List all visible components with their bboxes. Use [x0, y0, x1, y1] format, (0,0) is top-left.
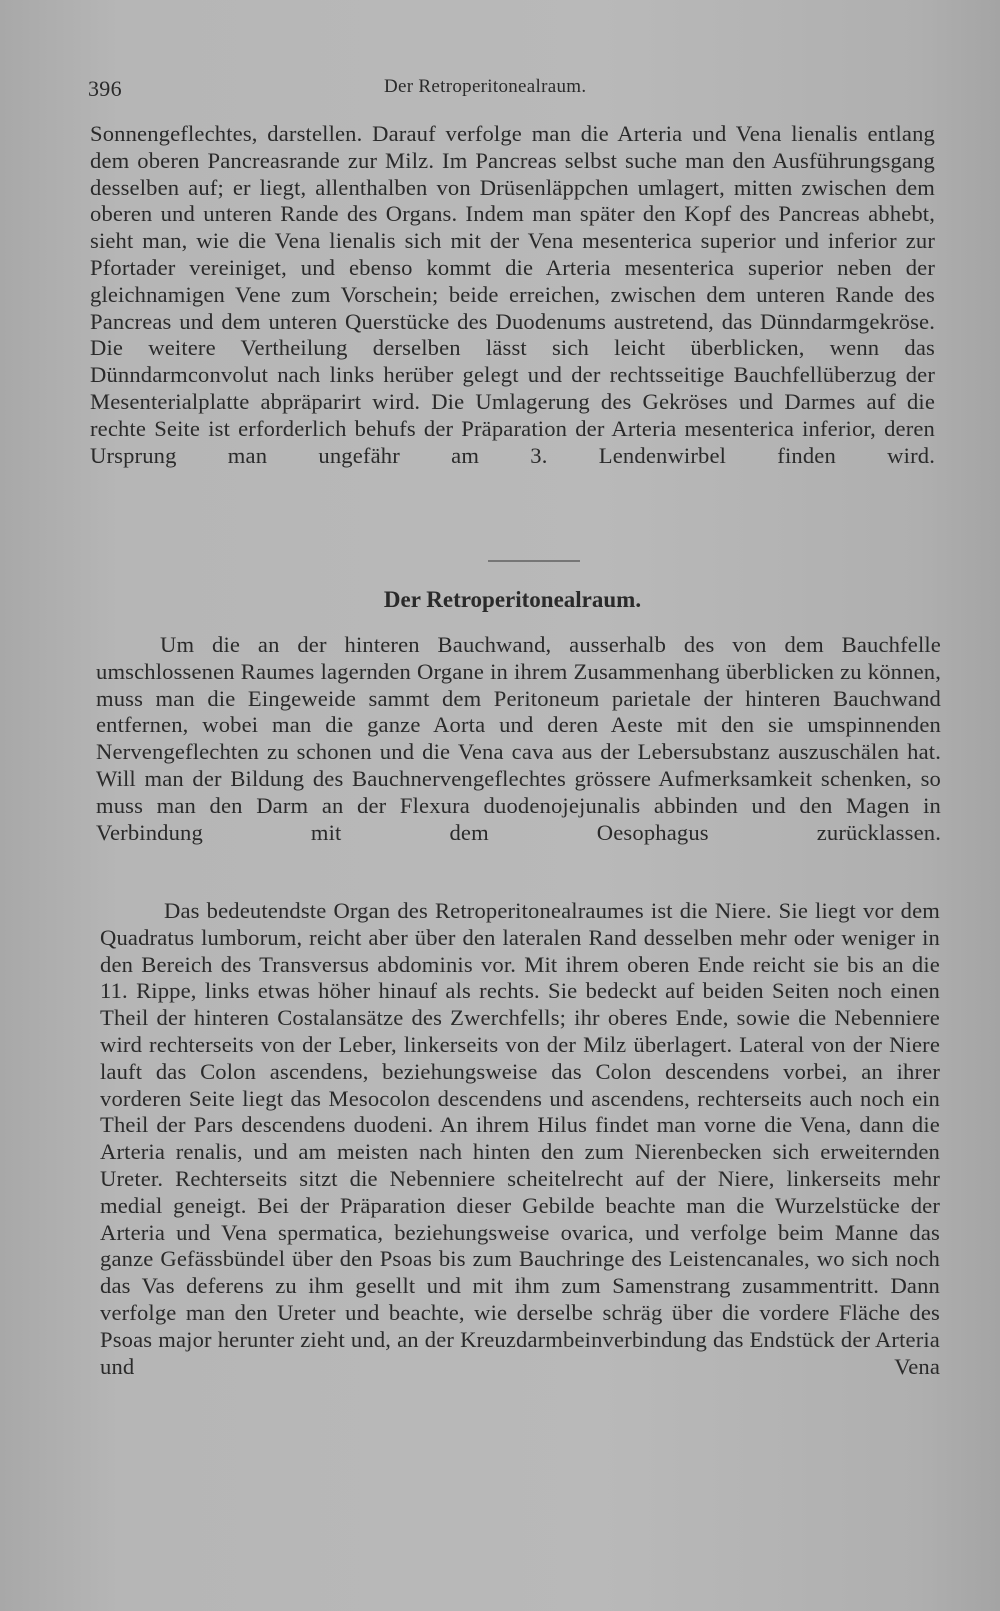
paragraph-intro: Um die an der hinteren Bauchwand, ausserhalb des von dem Bauchfelle umschlossenen Raumes lagernden Organe in ihrem Zusammenhang überblicken zu können, muss man die Eingeweide sammt dem Peritoneum parietale der hinteren Bauchwand entfernen, wobei man die ganze Aorta und deren Aeste mit den sie umspinnenden Nervengeflechten zu schonen und die Vena cava aus der Lebersubstanz auszuschälen hat. Will man der Bildung des Bauchnervengeflechtes grössere Aufmerksamkeit schenken, so muss man den Darm an der Flexura duodenojejunalis abbinden und den Magen in Verbindung mit dem Oesophagus zurücklassen. — [96, 632, 941, 845]
paragraph-niere: Das bedeutendste Organ des Retroperitonealraumes ist die Niere. Sie liegt vor dem Quadratus lumborum, reicht aber über den lateralen Rand desselben mehr oder weniger in den Bereich des Transversus abdominis vor. Mit ihrem oberen Ende reicht sie bis an die 11. Rippe, links etwas höher hinauf als rechts. Sie bedeckt auf beiden Seiten noch einen Theil der hinteren Costalansätze des Zwerchfells; ihr oberes Ende, sowie die Nebenniere wird rechterseits von der Leber, linkerseits von der Milz überlagert. Lateral von der Niere lauft das Colon ascendens, beziehungsweise das Colon descendens vorbei, an ihrer vorderen Seite liegt das Mesocolon descendens und ascendens, rechterseits auch noch ein Theil der Pars descendens duodeni. An ihrem Hilus findet man vorne die Vena, dann die Arteria renalis, und am meisten nach hinten den zum Nierenbecken sich erweiternden Ureter. Rechterseits sitzt die Nebenniere scheitelrecht auf der Niere, linkerseits mehr medial geneigt. Bei der Präparation dieser Gebilde beachte man die Wurzelstücke der Arteria und Vena spermatica, beziehungsweise ovarica, und verfolge beim Manne das ganze Gefässbündel über den Psoas bis zum Bauchringe des Leistencanales, wo sich noch das Vas deferens zu ihm gesellt und mit ihm zum Samenstrang zusammentritt. Dann verfolge man den Ureter und beachte, wie derselbe schräg über die vordere Fläche des Psoas major herunter zieht und, an der Kreuzdarmbeinverbindung das Endstück der Arteria und Vena — [100, 898, 940, 1379]
running-title: Der Retroperitonealraum. — [384, 76, 587, 97]
page-number: 396 — [88, 76, 122, 101]
pencil-underline-mark — [488, 560, 580, 562]
section-heading: Der Retroperitonealraum. — [383, 587, 642, 612]
paragraph-continuation: Sonnengeflechtes, darstellen. Darauf verfolge man die Arteria und Vena lienalis entlang dem oberen Pancreasrande zur Milz. Im Pancreas selbst suche man den Ausführungsgang desselben auf; er liegt, allenthalben von Drüsenläppchen umlagert, mitten zwischen dem oberen und unteren Rande des Organs. Indem man später den Kopf des Pancreas abhebt, sieht man, wie die Vena lienalis sich mit der Vena mesenterica superior und inferior zur Pfortader vereiniget, und ebenso kommt die Arteria mesenterica superior neben der gleichnamigen Vene zum Vorschein; beide erreichen, zwischen dem unteren Rande des Pancreas und dem unteren Querstücke des Duodenums austretend, das Dünndarmgekröse. Die weitere Vertheilung derselben lässt sich leicht überblicken, wenn das Dünndarmconvolut nach links herüber gelegt und der rechtsseitige Bauchfellüberzug der Mesenterialplatte abpräparirt wird. Die Umlagerung des Gekröses und Darmes auf die rechte Seite ist erforderlich behufs der Präparation der Arteria mesenterica inferior, deren Ursprung man ungefähr am 3. Lendenwirbel finden wird. — [90, 121, 935, 468]
page-header — [88, 74, 938, 104]
